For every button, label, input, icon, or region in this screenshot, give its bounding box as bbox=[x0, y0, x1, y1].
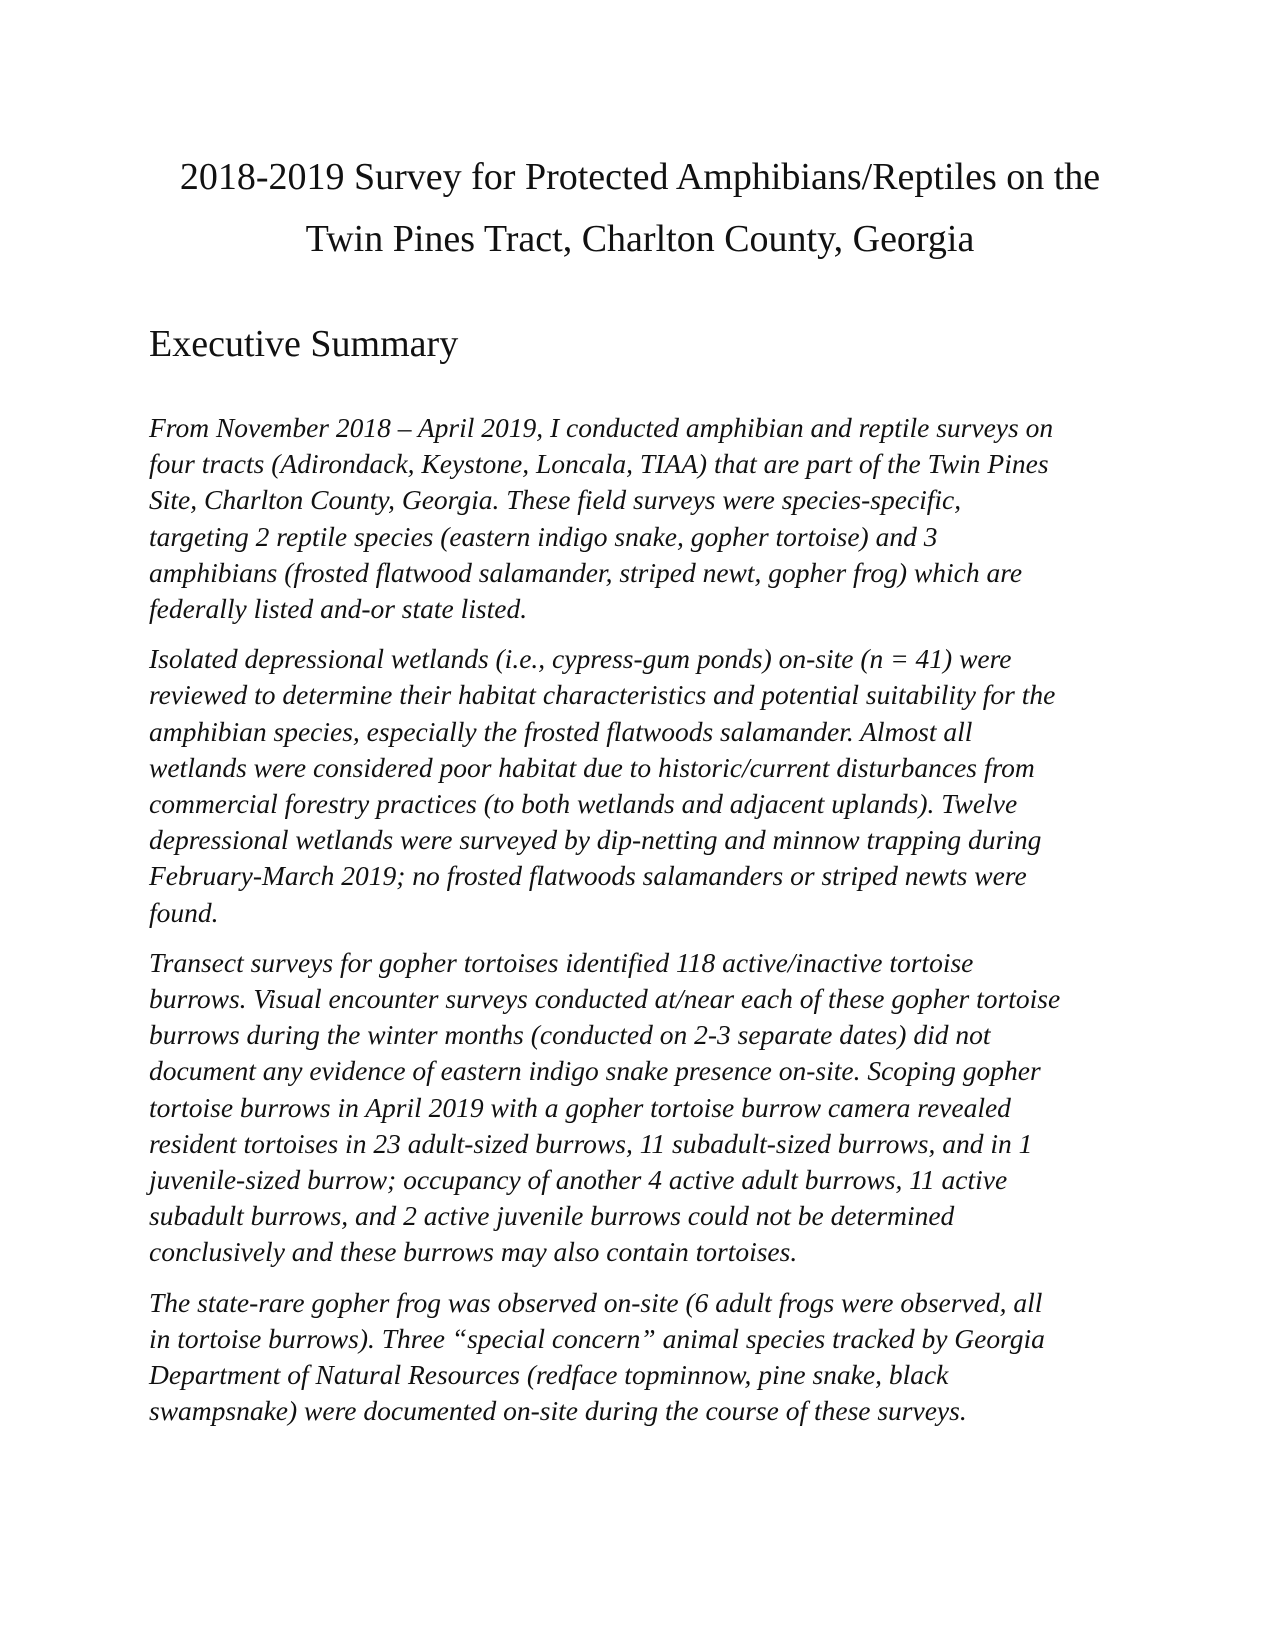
paragraph-line: Transect surveys for gopher tortoises identified 118 active/inactive tortoise bbox=[149, 946, 974, 978]
title-line-2: Twin Pines Tract, Charlton County, Georgia bbox=[305, 218, 975, 260]
paragraph-line: depressional wetlands were surveyed by dip-netting and minnow trapping during bbox=[149, 824, 1042, 856]
paragraph-line: The state-rare gopher frog was observed on-site (6 adult frogs were observed, all bbox=[149, 1286, 1043, 1318]
summary-paragraph-2 bbox=[149, 641, 1134, 931]
paragraph-line: conclusively and these burrows may also contain tortoises. bbox=[149, 1236, 798, 1268]
paragraph-line: found. bbox=[149, 896, 219, 928]
paragraph-line: burrows during the winter months (conducted on 2-3 separate dates) did not bbox=[149, 1019, 991, 1051]
paragraph-line: Isolated depressional wetlands (i.e., cypress-gum ponds) on-site (n = 41) were bbox=[149, 643, 1012, 675]
paragraph-line: wetlands were considered poor habitat due to historic/current disturbances from bbox=[149, 751, 1035, 783]
paragraph-line: burrows. Visual encounter surveys conducted at/near each of these gopher tortoise bbox=[149, 983, 1061, 1015]
paragraph-line: resident tortoises in 23 adult-sized burrows, 11 subadult-sized burrows, and in 1 bbox=[149, 1127, 1033, 1159]
paragraph-line: February-March 2019; no frosted flatwoods salamanders or striped newts were bbox=[149, 860, 1027, 892]
paragraph-line: in tortoise burrows). Three “special concern” animal species tracked by Georgia bbox=[149, 1322, 1045, 1354]
paragraph-line: targeting 2 reptile species (eastern indigo snake, gopher tortoise) and 3 bbox=[149, 520, 938, 552]
section-heading: Executive Summary bbox=[149, 323, 459, 365]
paragraph-line: swampsnake) were documented on-site during the course of these surveys. bbox=[149, 1395, 967, 1427]
summary-paragraph-3 bbox=[149, 945, 1134, 1271]
paragraph-line: subadult burrows, and 2 active juvenile burrows could not be determined bbox=[149, 1200, 955, 1232]
paragraph-line: From November 2018 – April 2019, I conducted amphibian and reptile surveys on bbox=[149, 412, 1054, 443]
paragraph-line: Site, Charlton County, Georgia. These field surveys were species-specific, bbox=[149, 484, 962, 516]
summary-paragraph-1 bbox=[149, 410, 1134, 627]
title-line-1: 2018-2019 Survey for Protected Amphibians/Reptiles on the bbox=[179, 156, 1101, 198]
paragraph-line: amphibians (frosted flatwood salamander, striped newt, gopher frog) which are bbox=[149, 556, 1023, 588]
paragraph-line: four tracts (Adirondack, Keystone, Loncala, TIAA) that are part of the Twin Pines bbox=[149, 448, 1049, 480]
paragraph-line: Department of Natural Resources (redface topminnow, pine snake, black bbox=[149, 1359, 949, 1391]
paragraph-line: amphibian species, especially the frosted flatwoods salamander. Almost all bbox=[149, 715, 973, 747]
summary-paragraph-4 bbox=[149, 1285, 1134, 1430]
paragraph-line: reviewed to determine their habitat characteristics and potential suitability for the bbox=[149, 679, 1056, 711]
paragraph-line: tortoise burrows in April 2019 with a gopher tortoise burrow camera revealed bbox=[149, 1091, 1011, 1123]
document-title bbox=[140, 146, 1140, 270]
paragraph-line: commercial forestry practices (to both wetlands and adjacent uplands). Twelve bbox=[149, 788, 1018, 820]
paragraph-line: federally listed and-or state listed. bbox=[149, 593, 528, 625]
paragraph-line: document any evidence of eastern indigo snake presence on-site. Scoping gopher bbox=[149, 1055, 1041, 1087]
executive-summary-body bbox=[149, 410, 1134, 1443]
paragraph-line: juvenile-sized burrow; occupancy of another 4 active adult burrows, 11 active bbox=[149, 1164, 1008, 1196]
